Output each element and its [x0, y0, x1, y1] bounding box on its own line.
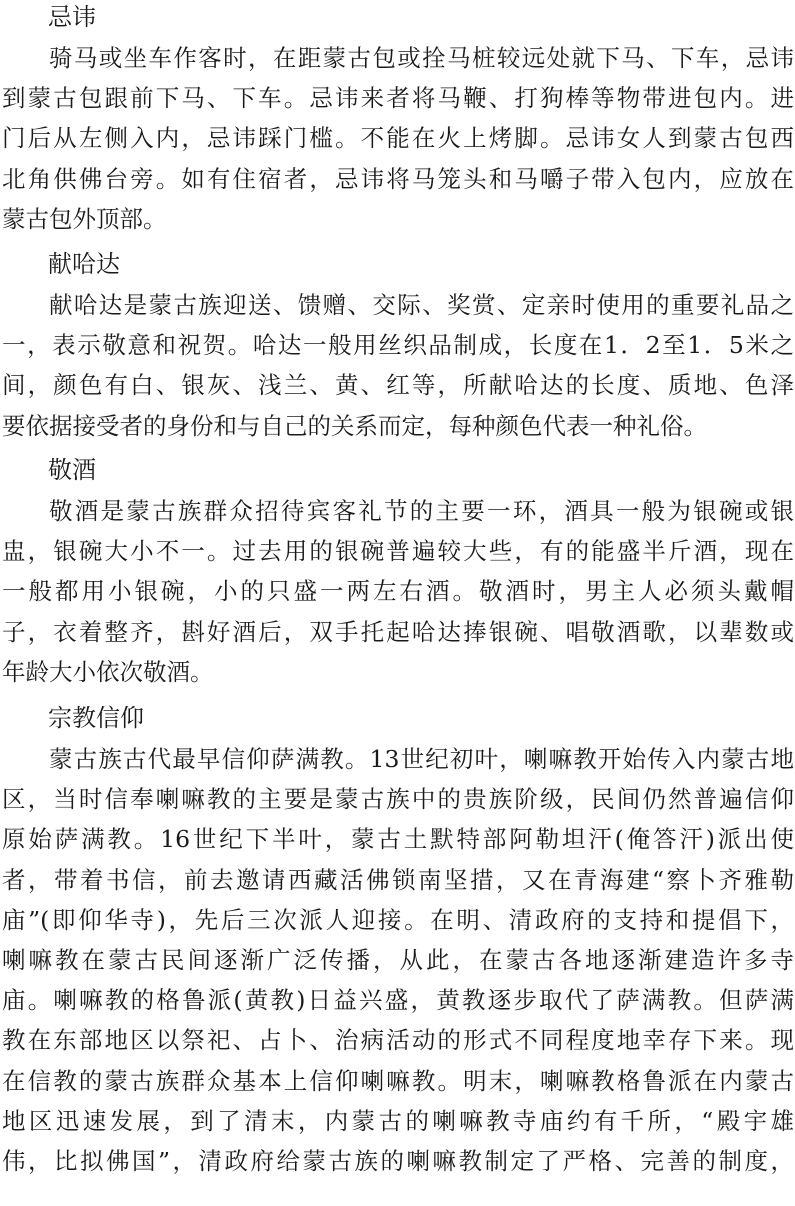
text-line: 北角供佛台旁。如有住宿者，忌讳将马笼头和马嚼子带入包内，应放在: [2, 164, 794, 193]
text-line: 教在东部地区以祭祀、占卜、治病活动的形式不同程度地幸存下来。现: [2, 1026, 794, 1055]
section-paragraph-hada: [2, 285, 794, 446]
text-line: 喇嘛教在蒙古民间逐渐广泛传播，从此，在蒙古各地逐渐建造许多寺: [2, 946, 794, 975]
text-line: 者，带着书信，前去邀请西藏活佛锁南坚措，又在青海建“察卜齐雅勒: [2, 865, 794, 894]
text-line: 敬酒是蒙古族群众招待宾客礼节的主要一环，酒具一般为银碗或银: [49, 497, 794, 525]
text-line: 原始萨满教。16世纪下半叶，蒙古土默特部阿勒坦汗(俺答汗)派出使: [2, 825, 794, 854]
text-line: 在信教的蒙古族群众基本上信仰喇嘛教。明末，喇嘛教格鲁派在内蒙古: [2, 1066, 794, 1095]
text-line: 要依据接受者的身份和与自己的关系而定，每种颜色代表一种礼俗。: [2, 411, 707, 440]
text-line: 到蒙古包跟前下马、下车。忌讳来者将马鞭、打狗棒等物带进包内。进: [2, 84, 794, 113]
text-line: 庙”(即仰华寺)，先后三次派人迎接。在明、清政府的支持和提倡下，: [2, 905, 794, 934]
text-line: 献哈达是蒙古族迎送、馈赠、交际、奖赏、定亲时使用的重要礼品之: [49, 291, 794, 319]
section-heading-taboo: 忌讳: [48, 3, 96, 31]
text-line: 门后从左侧入内，忌讳踩门槛。不能在火上烤脚。忌讳女人到蒙古包西: [2, 124, 794, 153]
text-line: 区，当时信奉喇嘛教的主要是蒙古族中的贵族阶级，民间仍然普遍信仰: [2, 785, 794, 814]
text-line: 盅，银碗大小不一。过去用的银碗普遍较大些，有的能盛半斤酒，现在: [2, 537, 794, 566]
text-line: 子，衣着整齐，斟好酒后，双手托起哈达捧银碗、唱敬酒歌，以辈数或: [2, 617, 794, 646]
section-paragraph-religion: [2, 739, 794, 1181]
text-line: 蒙古族古代最早信仰萨满教。13世纪初叶，喇嘛教开始传入内蒙古地: [49, 745, 794, 773]
section-heading-religion: 宗教信仰: [48, 704, 144, 732]
text-line: 间，颜色有白、银灰、浅兰、黄、红等，所献哈达的长度、质地、色泽: [2, 371, 794, 400]
section-heading-hada: 献哈达: [48, 250, 120, 278]
section-heading-toast: 敬酒: [48, 456, 96, 484]
text-line: 年龄大小依次敬酒。: [2, 657, 214, 686]
text-line: 骑马或坐车作客时，在距蒙古包或拴马桩较远处就下马、下车，忌讳: [49, 44, 794, 72]
section-paragraph-toast: [2, 491, 794, 692]
text-line: 地区迅速发展，到了清末，内蒙古的喇嘛教寺庙约有千所，“殿宇雄: [2, 1106, 794, 1135]
text-line: 伟，比拟佛国”，清政府给蒙古族的喇嘛教制定了严格、完善的制度，: [2, 1147, 794, 1176]
text-line: 蒙古包外顶部。: [2, 204, 167, 233]
text-line: 一般都用小银碗，小的只盛一两左右酒。敬酒时，男主人必须头戴帽: [2, 577, 794, 606]
text-line: 庙。喇嘛教的格鲁派(黄教)日益兴盛，黄教逐步取代了萨满教。但萨满: [2, 986, 794, 1015]
section-paragraph-taboo: [2, 38, 794, 239]
text-line: 一，表示敬意和祝贺。哈达一般用丝织品制成，长度在1．2至1．5米之: [2, 331, 794, 360]
